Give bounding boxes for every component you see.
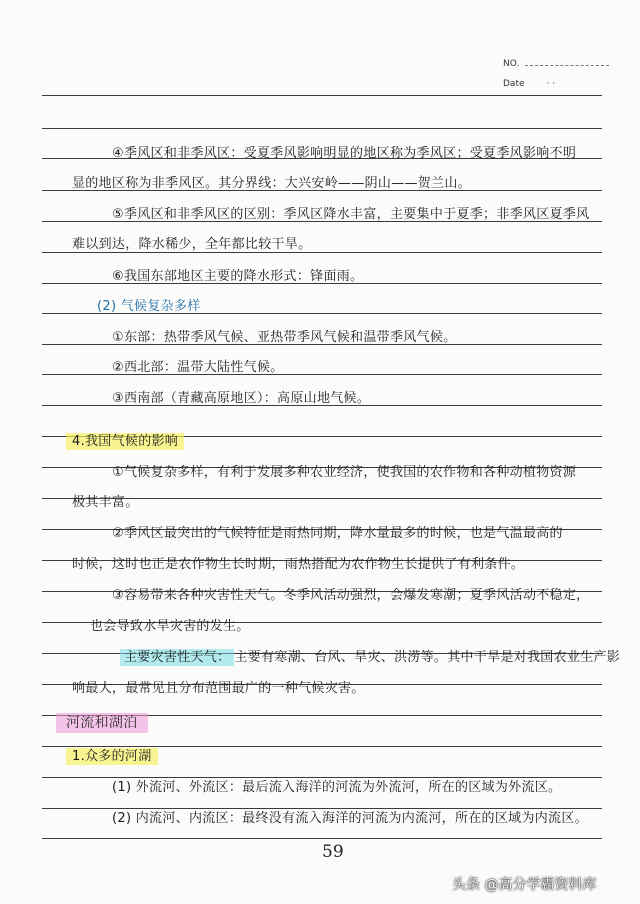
section-heading [66,745,626,764]
section-heading [66,430,626,449]
ruled-line [42,838,602,839]
note-line: 响最大，最常见且分布范围最广的一种气候灾害。 [72,681,365,696]
note-line: 显的地区称为非季风区。其分界线：大兴安岭——阴山——贺兰山。 [72,176,472,191]
subheading: (2) 气候复杂多样 [97,299,201,314]
note-line: ③西南部（青藏高原地区）：高原山地气候。 [112,391,371,406]
note-line: ⑥我国东部地区主要的降水形式：锋面雨。 [112,269,364,284]
section-heading-text: 4.我国气候的影响 [66,433,184,450]
ruled-line [42,128,602,129]
note-line: 极其丰富。 [72,495,139,510]
no-label: NO. [503,59,520,69]
note-line: (1) 外流河、外流区：最后流入海洋的河流为外流河，所在的区域为外流区。 [112,780,562,795]
no-field-line [525,65,609,66]
section-heading-text: 1.众多的河湖 [66,748,158,765]
note-line: 也会导致水旱灾害的发生。 [90,619,250,634]
page-number: 59 [322,842,344,862]
note-line: 难以到达，降水稀少，全年都比较干旱。 [72,237,312,252]
note-line: 时候，这时也正是农作物生长时期，雨热搭配为农作物生长提供了有利条件。 [72,557,525,572]
note-line: ③容易带来各种灾害性天气。冬季风活动强烈，会爆发寒潮；夏季风活动不稳定， [112,588,590,603]
note-line: ①东部：热带季风气候、亚热带季风气候和温带季风气候。 [112,330,457,345]
note-line: ①气候复杂多样，有利于发展多种农业经济，使我国的农作物和各种动植物资源 [112,465,577,480]
note-line: ②西北部：温带大陆性气候。 [112,360,284,375]
ruled-line [42,252,602,253]
chapter-heading [56,712,616,732]
watermark: 头条 @高分学霸资料库 [452,877,597,893]
note-text: 主要有寒潮、台风、旱灾、洪涝等。其中干旱是对我国农业生产影 [234,650,621,665]
date-label: Date [503,79,525,89]
note-line: ⑤季风区和非季风区的区别：季风区降水丰富，主要集中于夏季；非季风区夏季风 [112,207,590,222]
note-line: (2) 内流河、内流区：最终没有流入海洋的河流为内流河，所在的区域为内流区。 [112,811,588,826]
highlighted-term: 主要灾害性天气： [120,649,234,666]
note-line [120,646,640,665]
chapter-heading-text: 河流和湖泊 [56,713,148,733]
page-header [503,50,609,98]
ruled-line [42,95,602,96]
date-separator: · · [546,79,556,89]
note-line: ②季风区最突出的气候特征是雨热同期，降水量最多的时候，也是气温最高的 [112,526,563,541]
note-line: ④季风区和非季风区：受夏季风影响明显的地区称为季风区；受夏季风影响不明 [112,146,577,161]
